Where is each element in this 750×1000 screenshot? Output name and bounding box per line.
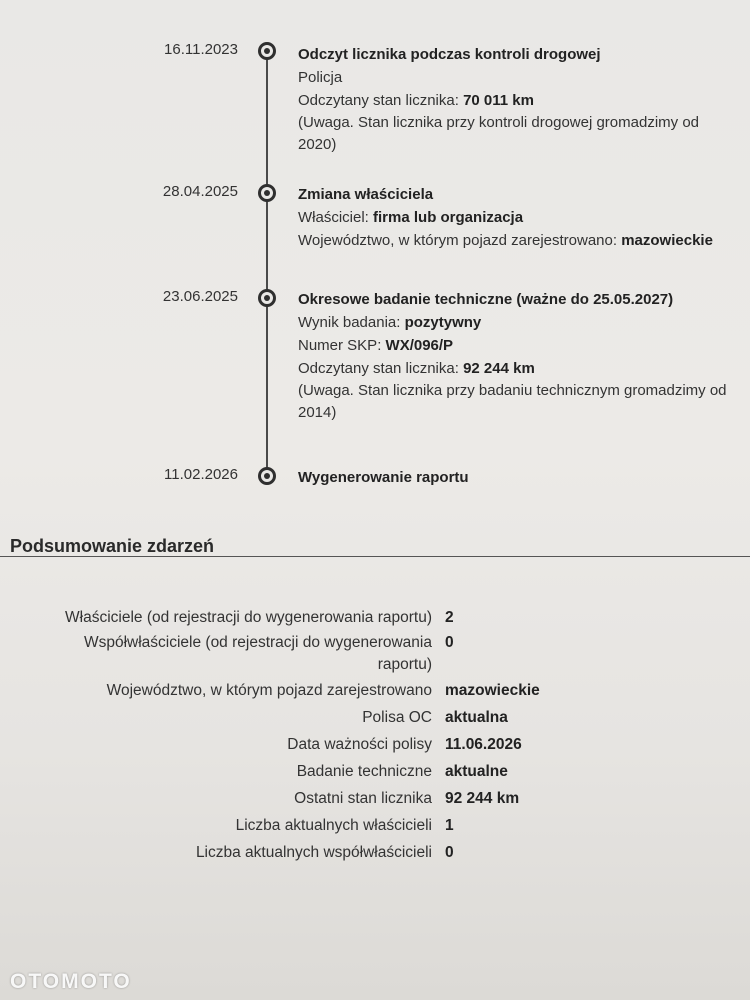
summary-value: 2: [445, 609, 454, 626]
timeline-dot-icon: [258, 289, 276, 307]
summary-label: Liczba aktualnych właścicieli: [235, 817, 432, 834]
summary-label: Ostatni stan licznika: [294, 790, 432, 807]
summary-value: mazowieckie: [445, 682, 540, 699]
summary-label: Badanie techniczne: [296, 763, 432, 780]
summary-value: aktualne: [445, 763, 508, 780]
summary-label: Województwo, w którym pojazd zarejestrowano: [106, 682, 432, 699]
event-date: 28.04.2025: [162, 183, 238, 200]
event-detail: Numer SKP: WX/096/P: [298, 337, 454, 354]
summary-divider: [0, 556, 750, 557]
event-title: Wygenerowanie raportu: [298, 469, 469, 486]
event-note: (Uwaga. Stan licznika przy badaniu technicznym gromadzimy od 2014): [298, 382, 727, 421]
odometer-value: 92 244 km: [463, 360, 535, 377]
event-detail: Odczytany stan licznika: 70 011 km: [298, 92, 534, 109]
summary-value: 11.06.2026: [445, 736, 522, 753]
summary-label: Liczba aktualnych współwłaścicieli: [195, 844, 432, 861]
summary-value: aktualna: [445, 709, 508, 726]
event-title: Zmiana właściciela: [298, 186, 434, 203]
summary-label: Właściciele (od rejestracji do wygenerowania raportu): [65, 609, 432, 626]
summary-label: Data ważności polisy: [287, 736, 432, 753]
event-note: (Uwaga. Stan licznika przy kontroli drogowej gromadzimy od 2020): [298, 114, 700, 153]
otomoto-watermark: OTOMOTO: [10, 970, 132, 993]
timeline-dot-icon: [258, 184, 276, 202]
event-detail: Właściciel: firma lub organizacja: [298, 209, 524, 226]
event-detail: Odczytany stan licznika: 92 244 km: [298, 360, 535, 377]
event-date: 11.02.2026: [164, 466, 238, 483]
summary-value: 92 244 km: [445, 790, 520, 807]
summary-label: Polisa OC: [362, 709, 432, 726]
summary-label: Współwłaściciele (od rejestracji do wygenerowania raportu): [83, 634, 432, 673]
timeline-line: [266, 50, 268, 475]
event-title: Odczyt licznika podczas kontroli drogowej: [298, 46, 601, 63]
event-detail: Wynik badania: pozytywny: [298, 314, 482, 331]
timeline-dot-icon: [258, 467, 276, 485]
odometer-value: 70 011 km: [463, 92, 534, 109]
event-title: Okresowe badanie techniczne (ważne do 25.05.2027): [298, 291, 674, 308]
summary-value: 1: [445, 817, 454, 834]
event-date: 23.06.2025: [162, 288, 238, 305]
event-detail: Województwo, w którym pojazd zarejestrowano: mazowieckie: [298, 232, 713, 249]
summary-value: 0: [445, 844, 454, 861]
summary-heading: Podsumowanie zdarzeń: [10, 536, 215, 556]
timeline-dot-icon: [258, 42, 276, 60]
summary-value: 0: [445, 634, 454, 651]
event-date: 16.11.2023: [164, 41, 238, 58]
event-detail: Policja: [298, 69, 343, 86]
